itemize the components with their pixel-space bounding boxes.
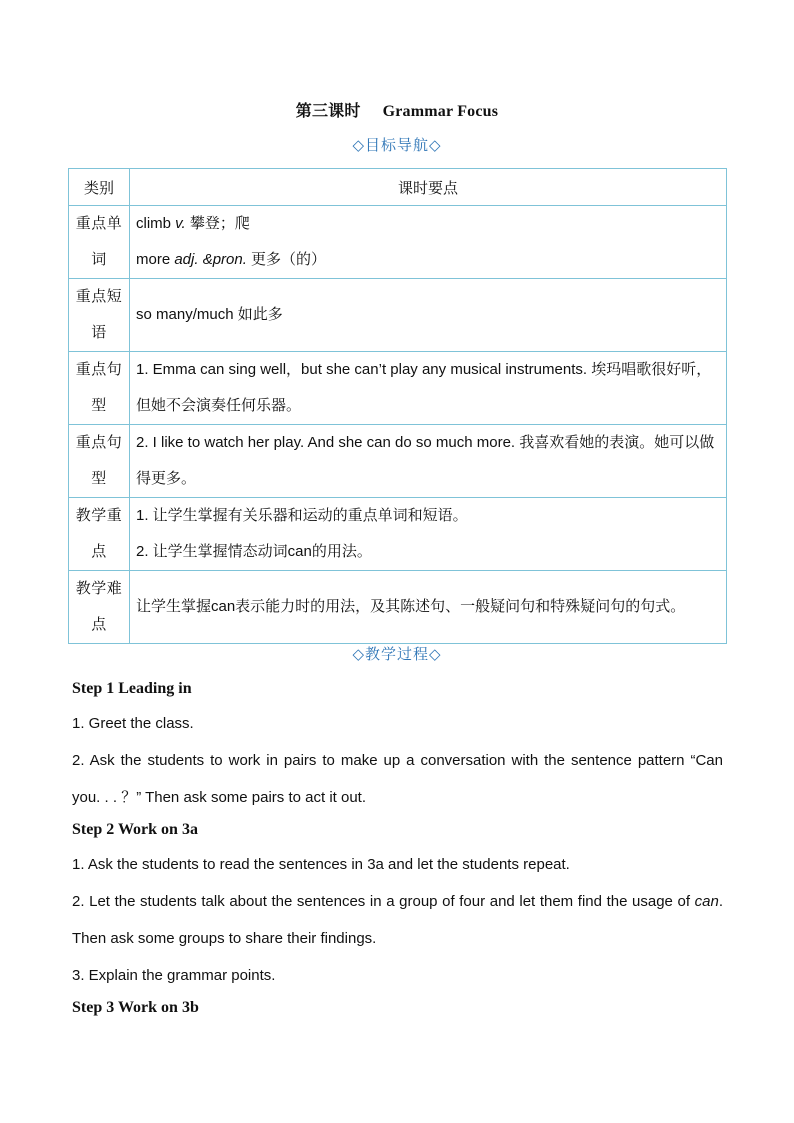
row-category: 重点单词 (69, 206, 130, 279)
step-item: 1. Greet the class. (72, 715, 194, 732)
row-content (130, 498, 727, 571)
table-row (69, 498, 727, 571)
table-row (69, 352, 727, 425)
content-line: 1. 让学生掌握有关乐器和运动的重点单词和短语。 (136, 507, 468, 524)
row-content: 2. I like to watch her play. And she can do so much more. 我喜欢看她的表演。她可以做得更多。 (130, 425, 727, 498)
row-content: so many/much 如此多 (130, 279, 727, 352)
row-content: 让学生掌握can表示能力时的用法，及其陈述句、一般疑问句和特殊疑问句的句式。 (130, 571, 727, 644)
row-content: 1. Emma can sing well，but she can’t play any musical instruments. 埃玛唱歌很好听，但她不会演奏任何乐器。 (130, 352, 727, 425)
header-points: 课时要点 (130, 169, 727, 206)
table-row (69, 425, 727, 498)
content-line: 2. 让学生掌握情态动词can的用法。 (136, 543, 372, 560)
step-heading: Step 2 Work on 3a (72, 821, 198, 838)
row-category: 重点句型 (69, 425, 130, 498)
step-item: 2. Ask the students to work in pairs to make up a conversation with the sentence pattern “Can you. . . ？” Then ask some pairs to act it out. (72, 752, 723, 806)
row-category: 重点句型 (69, 352, 130, 425)
step-heading: Step 1 Leading in (72, 680, 192, 697)
page-title (0, 98, 794, 121)
section-heading-goal: ◇目标导航◇ (352, 137, 442, 154)
content-line: more adj. &pron. 更多（的） (136, 251, 327, 268)
content-line: climb v. 攀登；爬 (136, 215, 250, 232)
teaching-process (72, 676, 723, 1022)
section-heading-process: ◇教学过程◇ (352, 646, 442, 663)
row-category: 教学重点 (69, 498, 130, 571)
step-heading: Step 3 Work on 3b (72, 999, 199, 1016)
table-row (69, 279, 727, 352)
table-row (69, 571, 727, 644)
step-item: 2. Let the students talk about the sentences in a group of four and let them find the usage of can. Then ask some groups to share their findings. (72, 893, 723, 947)
table-header-row (69, 169, 727, 206)
title-lesson: 第三课时 (295, 103, 361, 120)
lesson-points-table (68, 168, 727, 644)
title-topic: Grammar Focus (382, 103, 499, 120)
row-category: 重点短语 (69, 279, 130, 352)
row-category: 教学难点 (69, 571, 130, 644)
header-category: 类别 (69, 169, 130, 206)
row-content (130, 206, 727, 279)
step-item: 1. Ask the students to read the sentences in 3a and let the students repeat. (72, 856, 570, 873)
table-row (69, 206, 727, 279)
step-item: 3. Explain the grammar points. (72, 967, 276, 984)
